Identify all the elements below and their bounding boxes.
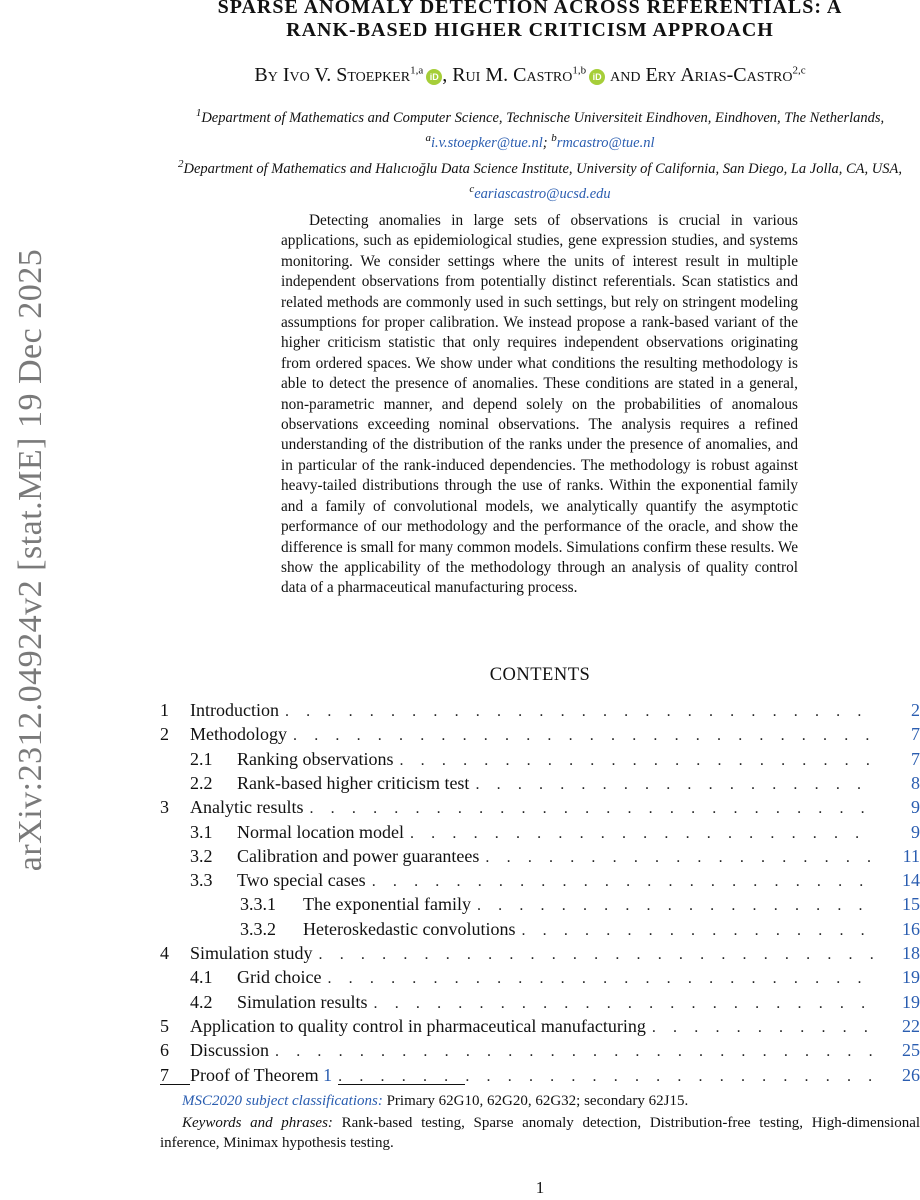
toc-entry-label[interactable] [237,992,374,1013]
toc-entry[interactable] [160,846,920,870]
theorem-ref-link[interactable]: 1 [323,1064,333,1085]
toc-entry-label-text: Normal location model [237,821,404,842]
toc-page-link[interactable]: 19 [876,992,920,1013]
author-separator: , [442,64,448,86]
toc-entry[interactable] [160,943,920,967]
toc-leader-dots [285,703,876,721]
toc-page-link[interactable]: 16 [876,919,920,940]
email-link-arias-castro[interactable]: eariascastro@ucsd.edu [474,185,611,202]
toc-page-link[interactable]: 7 [876,749,920,770]
title-line-2: RANK-BASED HIGHER CRITICISM APPROACH [286,19,774,41]
email-link-castro[interactable]: rmcastro@tue.nl [556,134,655,151]
toc-entry-label[interactable] [190,1016,652,1037]
aff2-text: Department of Mathematics and Halıcıoğlu Data Science Institute, University of California, San Diego, La Jolla, CA, USA, [183,160,902,177]
toc-entry[interactable] [160,870,920,894]
toc-entry-number: 3.2 [190,845,213,866]
keywords-text: Rank-based testing, Sparse anomaly detection, Distribution-free testing, High-dimensional inference, Minimax hypothesis testing. [160,1115,920,1151]
toc-entry-number: 3.3 [190,870,213,891]
toc-entry-number: 5 [160,1015,169,1036]
toc-leader-dots [485,849,876,867]
toc-leader-dots [275,1043,876,1061]
toc-entry-label-text: Simulation results [237,991,368,1012]
toc-entry-number: 4 [160,943,169,963]
toc-leader-dots [338,1068,876,1086]
toc-entry[interactable] [160,919,920,943]
footnote-msc [160,1091,920,1111]
toc-entry-number: 3.1 [190,821,213,842]
toc-entry-label[interactable] [237,967,327,988]
toc-entry-label-text: Rank-based higher criticism test [237,772,470,793]
page-number: 1 [535,1178,545,1197]
email-separator: ; [542,134,548,151]
toc-leader-dots [293,727,876,745]
toc-leader-dots [475,776,876,794]
toc-page-link[interactable]: 26 [876,1065,920,1086]
toc-entry-number: 4.2 [190,991,213,1012]
toc-entry-label[interactable] [237,870,372,891]
toc-entry-number: 3.3.2 [240,918,276,939]
paper-title [130,0,920,42]
toc-page-link[interactable]: 8 [876,773,920,794]
footnote-keywords [160,1113,920,1153]
toc-entry-label[interactable] [237,822,410,843]
toc-leader-dots [521,922,876,940]
author-3-affil: 2,c [792,64,806,77]
arxiv-id-text: arXiv:2312.04924v2 [stat.ME] 19 Dec 2025 [12,248,49,872]
author-arias-castro: Ery Arias-Castro [645,64,793,86]
toc-entry[interactable] [160,967,920,991]
toc-page-link[interactable]: 9 [876,797,920,818]
toc-entry-number: 3.3.1 [240,894,276,915]
toc-leader-dots [652,1019,876,1037]
toc-leader-dots [372,873,876,891]
toc-entry[interactable] [160,797,920,821]
abstract [281,211,798,599]
author-2-affil: 1,b [572,64,587,77]
aff2-marker: 2 [178,158,184,170]
toc-entry-label[interactable] [237,773,475,794]
toc-page-link[interactable]: 11 [876,846,920,867]
abstract-text: Detecting anomalies in large sets of observations is crucial in various applications, such as epidemiological studies, gene expression studies, and systems monitoring. We consider settings where the units of interest result in multiple independent observations from potentially distinct referentials. Scan statistics and related methods are commonly used in such settings, but rely on stringent modeling assumptions for proper calibration. We instead propose a rank-based variant of the higher criticism statistic that only requires independent observations originating from ordered spaces. We show under what conditions the resulting methodology is able to detect the presence of anomalies. These conditions are stated in a general, non-parametric manner, and depend solely on the probabilities of anomalous observations exceeding nominal observations. The analysis requires a refined understanding of the distribution of the ranks under the presence of anomalies, and in particular of the rank-induced dependencies. The methodology is robust against heavy-tailed distributions through the use of ranks. Within the exponential family and a family of convolutional models, we analytically quantify the asymptotic performance of our methodology and the performance of the oracle, and show the difference is small for many common models. Simulations confirm these results. We show the applicability of the methodology through an analysis of quality control data of a pharmaceutical manufacturing process. [281,212,798,597]
toc-entry-number: 4.1 [190,967,213,988]
toc-entry-label-text: Calibration and power guarantees [237,845,480,866]
toc-entry-number: 3 [160,797,169,818]
keywords-label: Keywords and phrases: [182,1115,333,1131]
toc-entry[interactable] [160,1040,920,1064]
author-list [120,64,920,87]
toc-entry[interactable] [160,749,920,773]
toc-entry-label-text: Ranking observations [237,748,394,769]
toc-leader-dots [374,995,877,1013]
toc-entry[interactable] [160,894,920,918]
toc-entry-number: 6 [160,1040,169,1061]
msc-text: Primary 62G10, 62G20, 62G32; secondary 62J15. [386,1093,689,1109]
toc-entry-label-text: Grid choice [237,967,322,988]
toc-entry-label-text: Methodology [190,724,287,745]
toc-entry-label[interactable] [190,700,285,721]
toc-page-link[interactable]: 2 [876,700,920,721]
toc-entry-label[interactable] [190,797,309,818]
and-label: and [610,64,641,86]
toc-entry-label[interactable] [303,894,477,915]
email-c-marker: c [469,182,475,195]
email-b-marker: b [551,131,557,144]
title-line-1: SPARSE ANOMALY DETECTION ACROSS REFERENTIALS: A [217,0,843,18]
toc-entry[interactable] [160,700,920,724]
toc-entry-number: 2.1 [190,748,213,769]
arxiv-stamp [0,0,62,1200]
toc-page-link[interactable]: 15 [876,894,920,915]
email-a-marker: a [425,131,431,144]
affiliation-2 [160,154,920,204]
toc-entry[interactable] [160,1065,920,1089]
toc-entry-label-text: Simulation study [190,943,313,963]
orcid-icon[interactable]: iD [589,69,605,85]
toc-entry-label-text: Two special cases [237,870,366,891]
toc-entry[interactable] [160,1016,920,1040]
toc-entry-label-text: Proof of Theorem [190,1064,319,1085]
toc-entry-label-text: Heteroskedastic convolutions [303,918,516,939]
toc-entry-number: 2.2 [190,772,213,793]
toc-entry-label[interactable] [190,1065,338,1086]
toc-page-link[interactable]: 19 [876,967,920,988]
msc-label-link[interactable]: MSC2020 subject classifications: [182,1093,383,1109]
by-label: By [254,64,278,86]
toc-page-link[interactable]: 9 [876,822,920,843]
toc-page-link[interactable]: 25 [876,1040,920,1061]
toc-entry-number: 2 [160,724,169,745]
orcid-icon[interactable]: iD [426,69,442,85]
author-1-affil: 1,a [410,64,424,77]
toc-entry-label[interactable] [190,943,319,964]
toc-leader-dots [410,825,876,843]
toc-leader-dots [327,970,876,988]
toc-entry-number: 7 [160,1064,169,1085]
toc-entry-label-text: Analytic results [190,797,304,818]
toc-entry[interactable] [160,724,920,748]
toc-entry-label-text: Application to quality control in pharmaceutical manufacturing [190,1015,646,1036]
toc-entry[interactable] [160,773,920,797]
toc-entry-label-text: The exponential family [303,894,471,915]
toc-entry-label[interactable] [237,749,399,770]
toc-page-link[interactable]: 7 [876,724,920,745]
toc-page-link[interactable]: 22 [876,1016,920,1037]
toc-entry-label[interactable] [190,724,293,745]
toc-page-link[interactable]: 18 [876,943,920,964]
toc-entry-number: 1 [160,700,169,720]
affiliation-1 [160,103,920,153]
toc-leader-dots [309,800,876,818]
toc-entry-label[interactable] [190,1040,275,1061]
toc-entry-label[interactable] [303,919,521,940]
toc-entry[interactable] [160,822,920,846]
contents-heading: CONTENTS [489,665,591,685]
toc-leader-dots [319,946,876,964]
author-castro: Rui M. Castro [452,64,573,86]
toc-entry[interactable] [160,992,920,1016]
toc-page-link[interactable]: 14 [876,870,920,891]
toc-leader-dots [399,752,876,770]
email-link-stoepker[interactable]: i.v.stoepker@tue.nl [431,134,543,151]
aff1-text: Department of Mathematics and Computer Science, Technische Universiteit Eindhoven, Eindhoven, The Netherlands, [201,109,885,126]
toc-entry-label-text: Discussion [190,1040,270,1061]
toc-entry-label[interactable] [237,846,485,867]
toc-leader-dots [477,897,876,915]
toc-entry-label-text: Introduction [190,700,279,720]
author-stoepker: Ivo V. Stoepker [282,64,411,86]
aff1-marker: 1 [195,107,202,119]
